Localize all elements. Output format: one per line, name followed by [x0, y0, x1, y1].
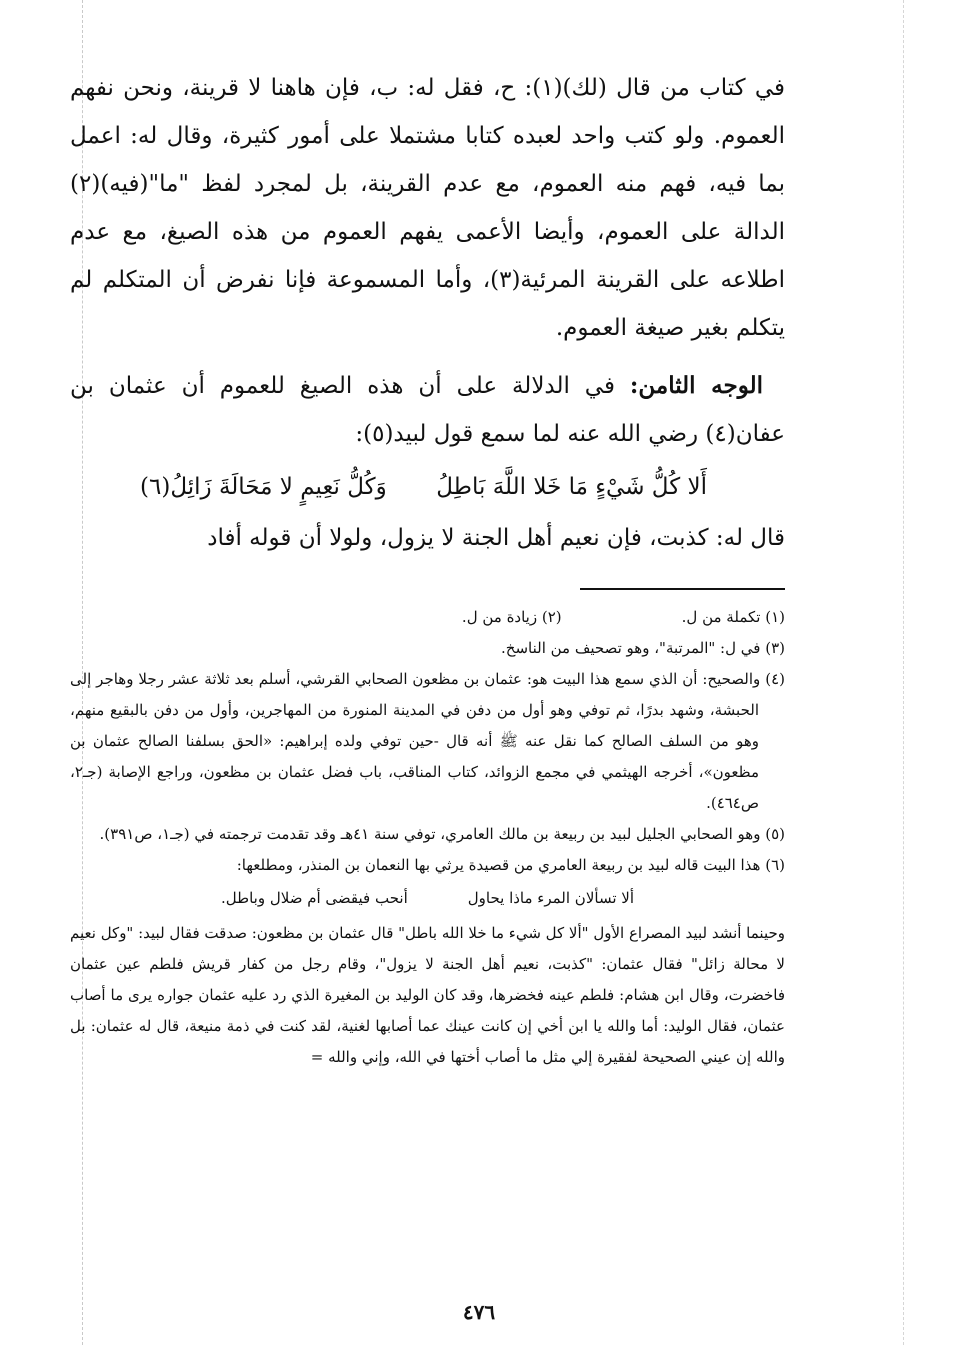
section-heading: الوجه الثامن:	[629, 372, 763, 399]
verse-first-hemistich: أَلا كُلُّ شَيْءٍ مَا خَلا اللَّهَ بَاطِلُ	[436, 474, 707, 500]
page-body	[70, 64, 785, 1073]
paragraph-text: في الدلالة على أن هذه الصيغ للعموم أن عثمان بن عفان(٤) رضي الله عنه لما سمع قول لبيد(٥):	[70, 373, 785, 447]
scan-artifact-line	[903, 0, 904, 1345]
footnote-poem	[70, 883, 785, 914]
footnote-row	[70, 602, 785, 633]
footnote-body: وحينما أنشد لبيد المصراع الأول "ألا كل شيء ما خلا الله باطل" قال عثمان بن مظعون: صدقت فقال لبيد: "وكل نعيم لا محالة زائل" فقال عثمان: "كذبت، نعيم أهل الجنة لا يزول"، وقام رجل من كفار قريش فلطم عين عثمان فاخضرت، وقال ابن هشام: فلطم عينه فخضرها، وقد كان الوليد بن المغيرة الذي رد عليه عثمان جواره يرى ما أصاب عثمان، فقال الوليد: أما والله يا ابن أخي إن كانت عينك عما أصابها لغنية، لقد كنت في ذمة منيعة، قال له عثمان: بل والله إن عيني الصحيحة لفقيرة إلي مثل ما أصاب أختها في الله، وإني والله =	[70, 924, 785, 1066]
footnote: (٦) هذا البيت قاله لبيد بن ربيعة العامري من قصيدة يرثي بها النعمان بن المنذر، ومطلعها:	[236, 856, 785, 874]
paragraph: قال له: كذبت، فإن نعيم أهل الجنة لا يزول، ولولا أن قوله أفاد	[207, 525, 785, 551]
poem-verse	[70, 464, 785, 510]
footnote-separator	[580, 588, 785, 590]
footnote: (٣) في ل: "المرتبة"، وهو تصحيف من الناسخ.	[501, 639, 785, 657]
footnote: (٢) زيادة من ل.	[461, 608, 562, 626]
paragraph	[70, 362, 785, 458]
poem-hemistich: أنحب فيقضى أم ضلال وباطل.	[221, 889, 408, 907]
poem-hemistich: ألا تسألان المرء ماذا يحاول	[467, 889, 634, 907]
footnote: (٤) والصحيح: أن الذي سمع هذا البيت هو: عثمان بن مظعون الصحابي القرشي، أسلم بعد ثلاثة عشر رجلا وهاجر إلى الحبشة، وشهد بدرًا، ثم توفي وهو أول من دفن في المدينة المنورة من المهاجرين، وأول من دفن بالبقيع منهم، وهو من السلف الصالح كما نقل عنه ﷺ أنه قال -حين توفي ولده إبراهيم: «الحق بسلفنا الصالح عثمان بن مظعون»، أخرجه الهيثمي في مجمع الزوائد، كتاب المناقب، باب فضل عثمان بن مظعون، وراجع الإصابة (جـ٢، ص٤٦٤).	[70, 670, 785, 812]
page-number: ٤٧٦	[462, 1300, 496, 1324]
paragraph: في كتاب من قال (لك)(١): ح، فقل له: ب، فإن هاهنا لا قرينة، ونحن نفهم العموم. ولو كتب واحد لعبده كتابا مشتملا على أمور كثيرة، وقال له: اعمل بما فيه، فهم منه العموم، مع عدم القرينة، بل لمجرد لفظ "ما"(فيه)(٢) الدالة على العموم، وأيضا الأعمى يفهم العموم من هذه الصيغ، مع عدم اطلاعه على القرينة المرئية(٣)، وأما المسموعة فإنا نفرض أن المتكلم لم يتكلم بغير صيغة العموم.	[70, 75, 785, 341]
verse-second-hemistich: وَكُلُّ نَعِيمٍ لا مَحَالَةَ زَائِلُ(٦)	[140, 474, 387, 500]
footnote: (٥) وهو الصحابي الجليل لبيد بن ربيعة بن مالك العامري، توفي سنة ٤١هـ وقد تقدمت ترجمته في (جـ١، ص٣٩١).	[99, 825, 785, 843]
footnotes	[70, 602, 785, 1073]
main-text	[70, 64, 785, 562]
footnote: (١) تكملة من ل.	[681, 608, 785, 626]
